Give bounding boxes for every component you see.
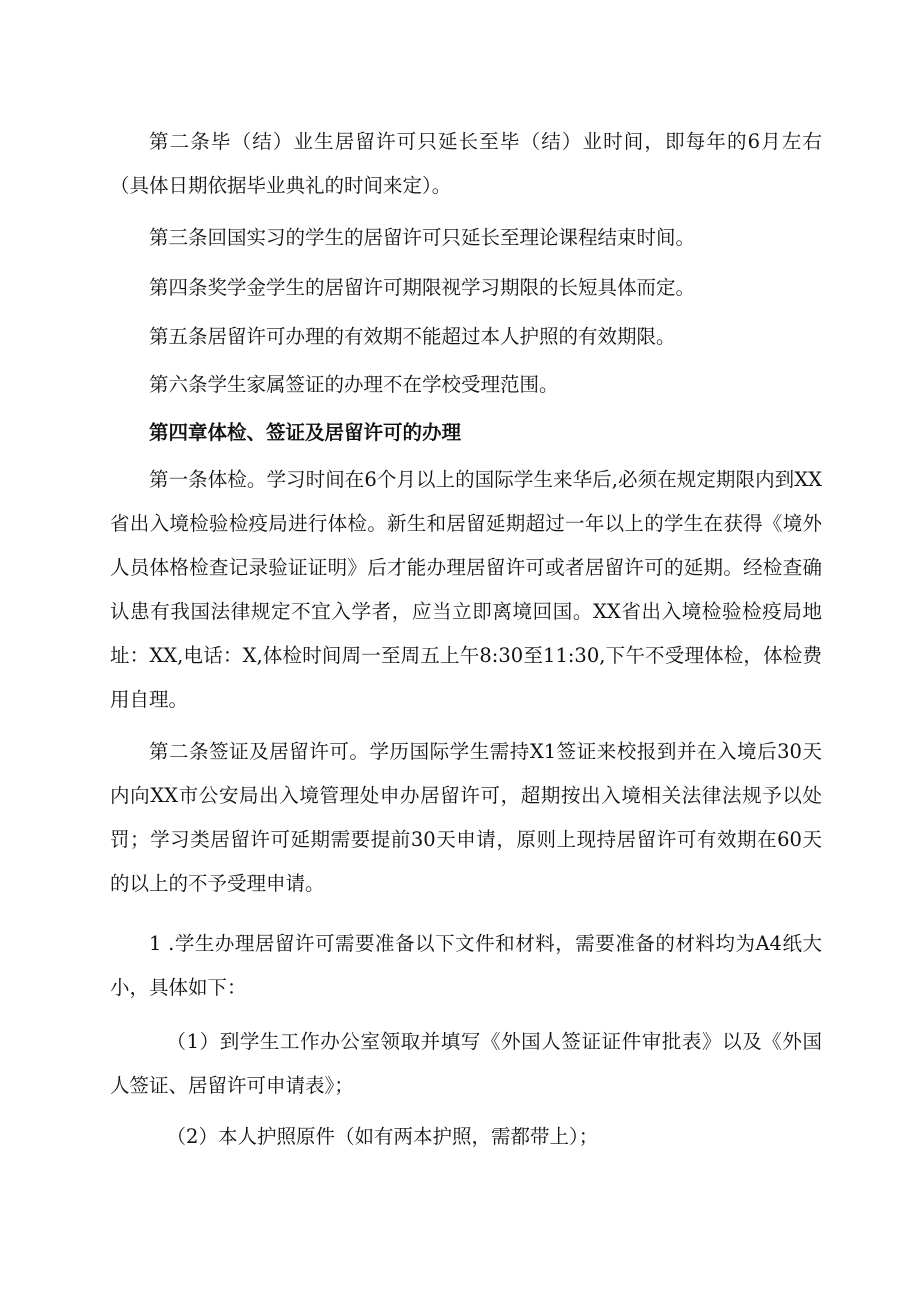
article-3-internship: 第三条回国实习的学生的居留许可只延长至理论课程结束时间。: [149, 226, 696, 249]
article-5-passport-validity: 第五条居留许可办理的有效期不能超过本人护照的有效期限。: [149, 325, 676, 348]
article-4-scholarship: 第四条奖学金学生的居留许可期限视学习期限的长短具体而定。: [149, 276, 696, 299]
article-2-visa-residence: 第二条签证及居留许可。学历国际学生需持X1签证来校报到并在入境后30天内向XX市公安局出入境管理处申办居留许可，超期按出入境相关法律法规予以处罚；学习类居留许可延期需要提前30天申请，原则上现持居留许可有效期在60天的以上的不予受理申请。: [110, 740, 822, 895]
chapter-4-heading: 第四章体检、签证及居留许可的办理: [149, 421, 462, 444]
article-1-medical-exam: 第一条体检。学习时间在6个月以上的国际学生来华后,必须在规定期限内到XX省出入境检验检疫局进行体检。新生和居留延期超过一年以上的学生在获得《境外人员体格检查记录验证证明》后才能办理居留许可或者居留许可的延期。经检查确认患有我国法律规定不宜入学者，应当立即离境回国。XX省出入境检验检疫局地址：XX,电话：X,体检时间周一至周五上午8:30至11:30,下午不受理体检，体检费用自理。: [110, 468, 822, 711]
sub-item-2-passport: （2）本人护照原件（如有两本护照，需都带上）；: [166, 1125, 599, 1148]
item-1-materials: 1 .学生办理居留许可需要准备以下文件和材料，需要准备的材料均为A4纸大小，具体如下：: [110, 932, 822, 999]
article-6-family-visa: 第六条学生家属签证的办理不在学校受理范围。: [149, 373, 559, 396]
article-2-graduation: 第二条毕（结）业生居留许可只延长至毕（结）业时间，即每年的6月左右（具体日期依据毕业典礼的时间来定）。: [110, 130, 822, 197]
sub-item-1-forms: （1）到学生工作办公室领取并填写《外国人签证证件审批表》以及《外国人签证、居留许可申请表》；: [110, 1030, 822, 1097]
